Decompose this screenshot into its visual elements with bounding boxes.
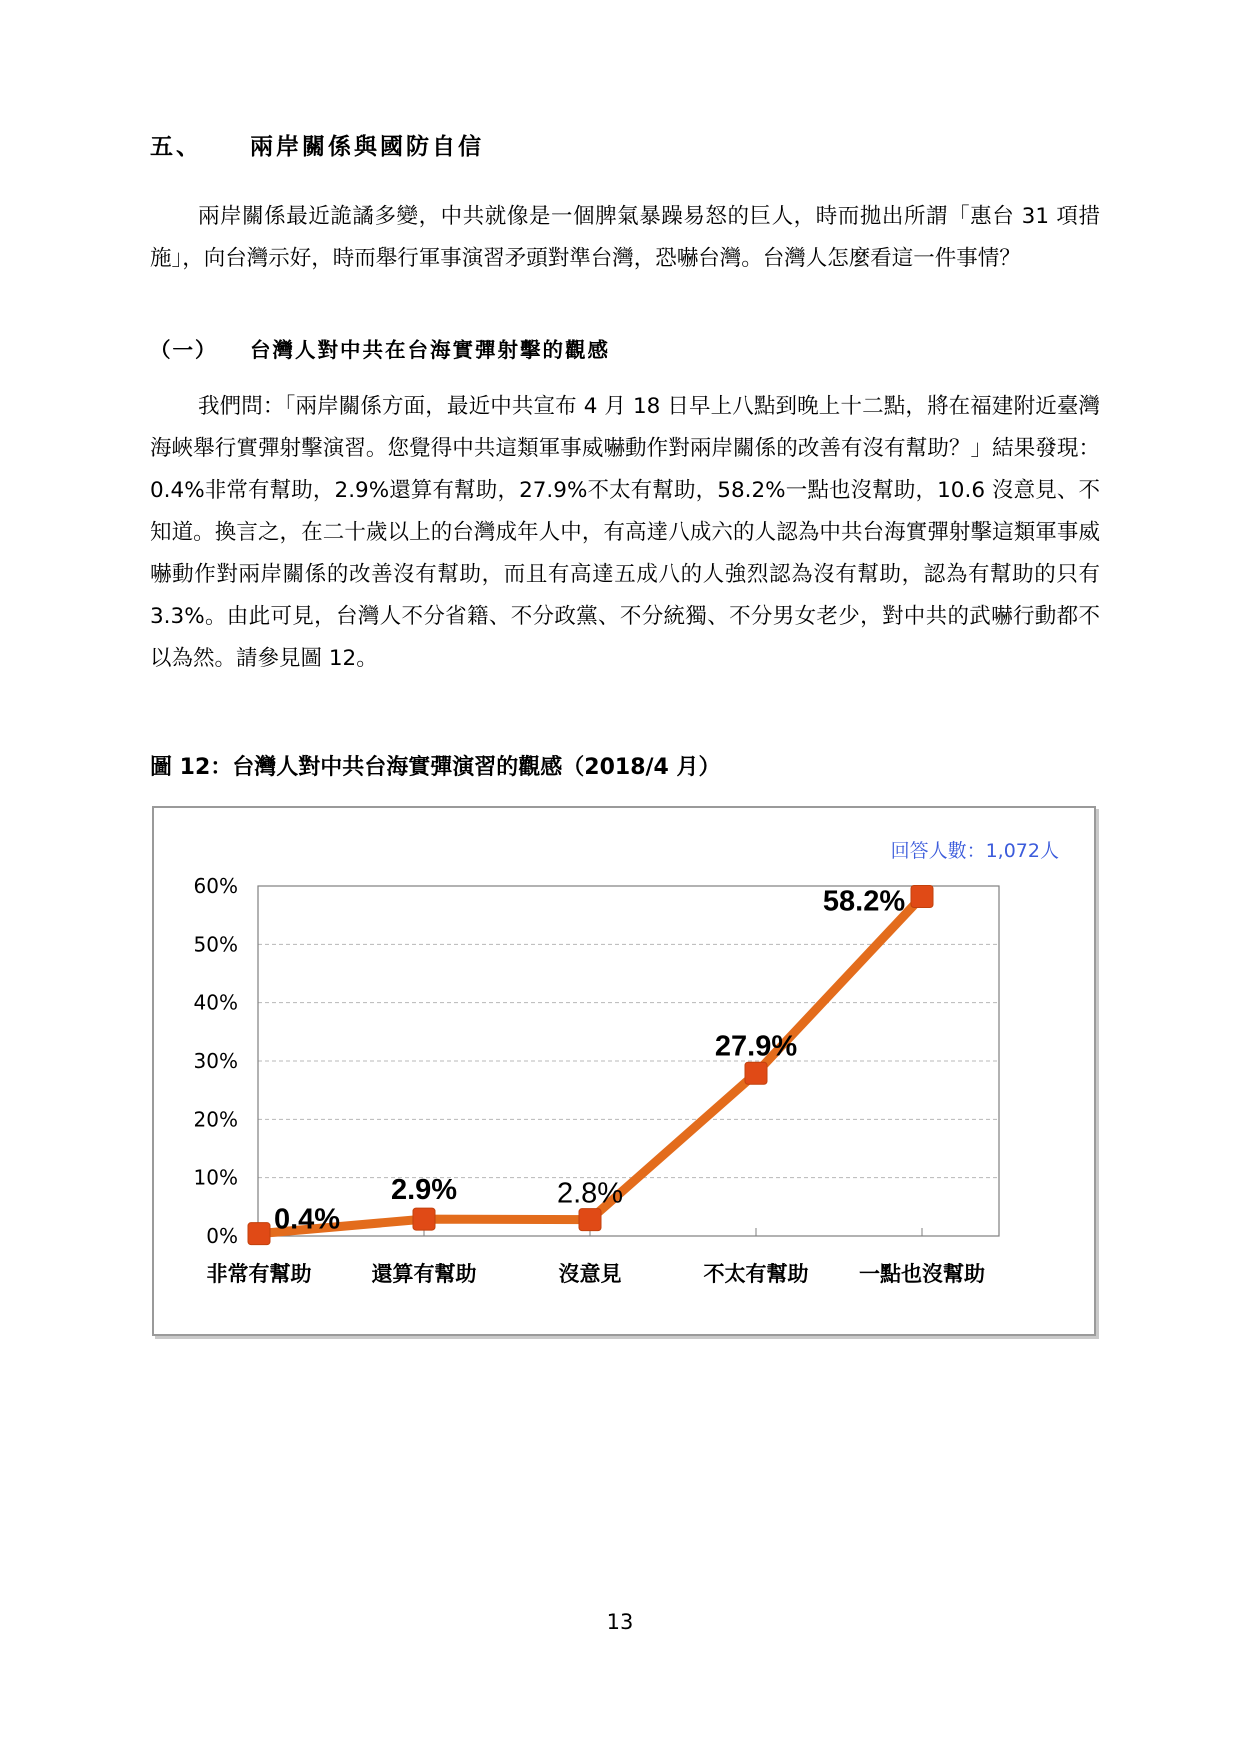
- x-tick-label: 沒意見: [558, 1262, 622, 1286]
- y-tick-label: 20%: [193, 1107, 238, 1132]
- section-number: 五、: [150, 134, 202, 160]
- x-tick-label: 不太有幫助: [703, 1262, 809, 1286]
- subsection-number: （一）: [150, 338, 218, 362]
- data-point-marker: [248, 1223, 270, 1245]
- y-tick-label: 60%: [193, 874, 238, 898]
- chart-gridlines: [258, 944, 999, 1177]
- figure-caption: 圖 12：台灣人對中共台海實彈演習的觀感（2018/4 月）: [150, 755, 721, 780]
- section-heading: [150, 128, 484, 161]
- y-tick-label: 30%: [193, 1049, 238, 1073]
- data-label: 0.4%: [273, 1203, 341, 1236]
- section-title: 兩岸關係與國防自信: [250, 134, 484, 160]
- data-point-marker: [413, 1208, 435, 1230]
- x-axis-ticks: [207, 1228, 986, 1286]
- data-point-marker: [579, 1209, 601, 1231]
- subsection-title: 台灣人對中共在台海實彈射擊的觀感: [250, 338, 610, 362]
- y-axis-ticks: [194, 874, 238, 1248]
- intro-paragraph: 兩岸關係最近詭譎多變，中共就像是一個脾氣暴躁易怒的巨人，時而拋出所謂「惠台 31 項措施」，向台灣示好，時而舉行軍事演習矛頭對準台灣，恐嚇台灣。台灣人怎麼看這一件事情？: [150, 204, 1100, 271]
- data-label: 58.2%: [822, 885, 906, 918]
- data-point-marker: [745, 1062, 767, 1084]
- data-label: 27.9%: [714, 1030, 798, 1063]
- y-tick-label: 50%: [193, 932, 238, 957]
- y-tick-label: 40%: [193, 990, 238, 1015]
- page-number: 13: [606, 1610, 634, 1634]
- data-label: 2.8%: [556, 1177, 624, 1210]
- line-chart: [154, 808, 1094, 1334]
- x-tick-label: 一點也沒幫助: [859, 1262, 985, 1286]
- x-tick-label: 非常有幫助: [206, 1262, 312, 1286]
- subsection-heading: [150, 333, 610, 363]
- data-point-marker: [911, 886, 933, 908]
- data-label: 2.9%: [390, 1174, 458, 1207]
- survey-paragraph: 我們問：「兩岸關係方面，最近中共宣布 4 月 18 日早上八點到晚上十二點，將在福建附近臺灣海峽舉行實彈射擊演習。您覺得中共這類軍事威嚇動作對兩岸關係的改善有沒有幫助？」結果發現：0.4%非常有幫助，2.9%還算有幫助，27.9%不太有幫助，58.2%一點也沒幫助，10.6 沒意見、不知道。換言之，在二十歲以上的台灣成年人中，有高達八成六的人認為中共台海實彈射擊這類軍事威嚇動作對兩岸關係的改善沒有幫助，而且有高達五成八的人強烈認為沒有幫助，認為有幫助的只有 3.3%。由此可見，台灣人不分省籍、不分政黨、不分統獨、不分男女老少，對中共的武嚇行動都不以為然。請參見圖 12。: [150, 394, 1100, 671]
- respondent-count-annotation: 回答人數：1,072人: [890, 840, 1059, 862]
- y-tick-label: 10%: [193, 1165, 238, 1190]
- chart-container: [152, 806, 1096, 1336]
- x-tick-label: 還算有幫助: [371, 1262, 477, 1286]
- y-tick-label: 0%: [206, 1224, 238, 1248]
